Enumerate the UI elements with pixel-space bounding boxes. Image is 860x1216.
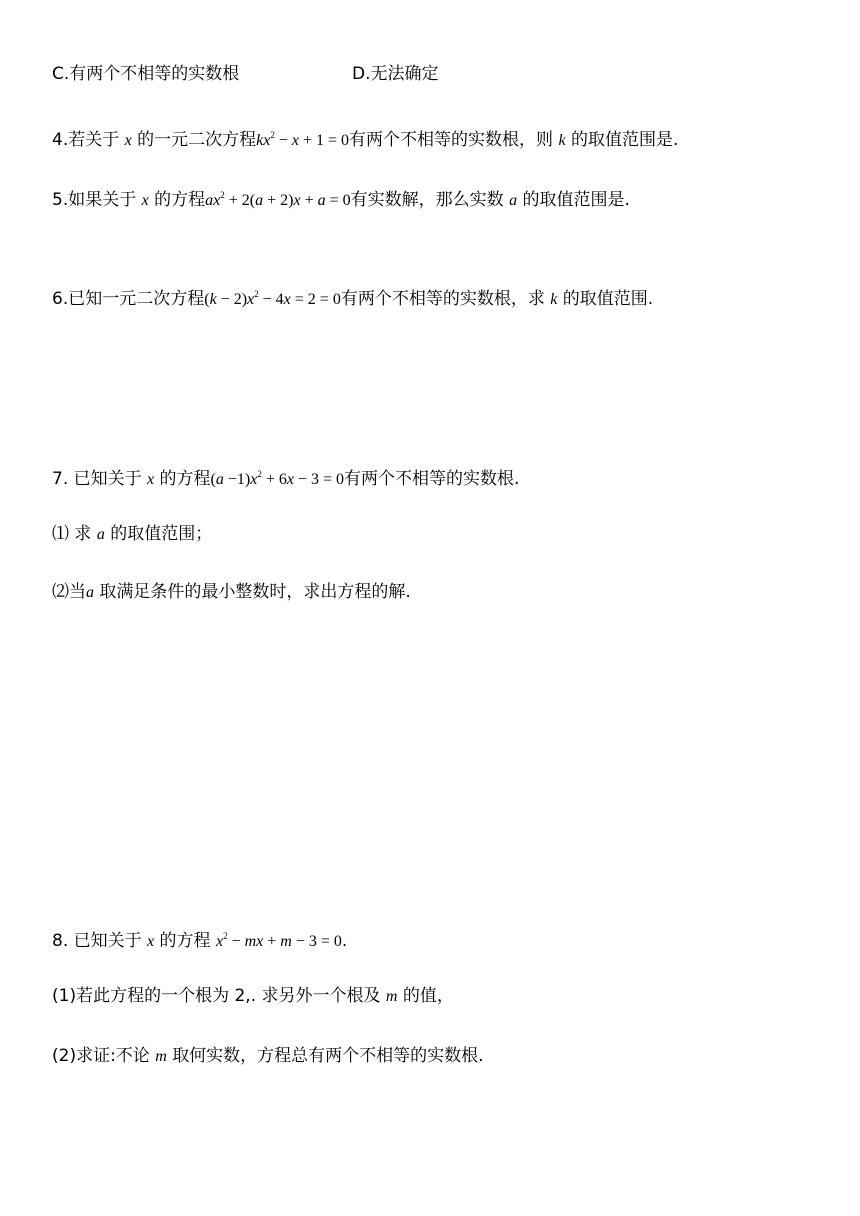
q3-option-d [352,62,439,86]
q5-mid2: 有实数解，那么实数 [350,190,504,210]
q8-part1-a: (1)若此方程的一个根为 2,. 求另外一个根及 [52,986,381,1006]
q8-part2-a: (2)求证:不论 [52,1046,150,1066]
q5-var-x: x [141,192,149,209]
q3-option-d-text: D.无法确定 [352,64,439,84]
q6-var-k: k [550,291,558,308]
question-8 [52,924,347,954]
q4-var-x: x [124,132,132,149]
q8-suffix: . [341,931,348,951]
q7-part1-var: a [96,526,105,543]
q4-mid2: 有两个不相等的实数根，则 [349,130,554,150]
q8-part1-b: 的值， [402,986,454,1006]
q5-prefix: 5.如果关于 [52,190,137,210]
q8-mid: 的方程 [159,931,211,951]
q4-suffix: 的取值范围是. [570,130,679,150]
q4-mid1: 的一元二次方程 [137,130,257,150]
q8-part1-var: m [385,988,398,1005]
q8-var-x: x [147,933,155,950]
q7-mid: 的方程 [159,469,211,489]
q3-option-c-text: C.有两个不相等的实数根 [52,64,240,84]
q7-part2-var: a [86,584,94,601]
q6-prefix: 6.已知一元二次方程 [52,289,205,309]
q7-prefix: 7. 已知关于 [52,469,142,489]
question-6 [52,282,653,312]
q7-part2-label: ⑵当 [52,582,86,602]
q5-suffix: 的取值范围是. [522,190,630,210]
q6-mid: 有两个不相等的实数根，求 [340,289,545,309]
q8-prefix: 8. 已知关于 [52,931,142,951]
q7-part-1 [52,522,212,547]
q4-prefix: 4.若关于 [52,130,120,150]
q7-part2-text: 取满足条件的最小整数时，求出方程的解. [99,582,411,602]
question-5 [52,183,630,213]
q3-option-c [52,62,239,86]
question-4 [52,123,678,153]
q6-equation: $(k - 2)x^2 - 4x = 2 = 0$ [204,289,341,308]
q8-part2-var: m [155,1048,167,1065]
q7-equation: $(a -1)x^2 + 6x - 3 = 0$ [210,469,345,488]
q5-equation: $ax^2 + 2(a + 2)x + a = 0$ [205,190,351,209]
q7-part1-text-b: 的取值范围； [110,524,213,544]
q7-part1-text-a: 求 [74,524,92,544]
q8-equation: $x^2$ − mx + m − 3 = 0 [215,931,342,950]
q5-var-a: a [509,192,518,209]
q7-suffix: 有两个不相等的实数根. [344,469,520,489]
q8-part2-b: 取何实数，方程总有两个不相等的实数根. [172,1046,484,1066]
q4-equation: $kx^2 - x + 1 = 0$ [256,130,350,149]
q5-mid1: 的方程 [154,190,206,210]
q8-part-2 [52,1044,484,1069]
q6-suffix: 的取值范围. [562,289,654,309]
q8-part-1 [52,984,454,1009]
q7-var-x: x [147,471,155,488]
question-7 [52,462,519,492]
q7-part1-label: ⑴ [52,524,69,544]
q7-part-2 [52,580,411,605]
q4-var-k: k [558,132,566,149]
